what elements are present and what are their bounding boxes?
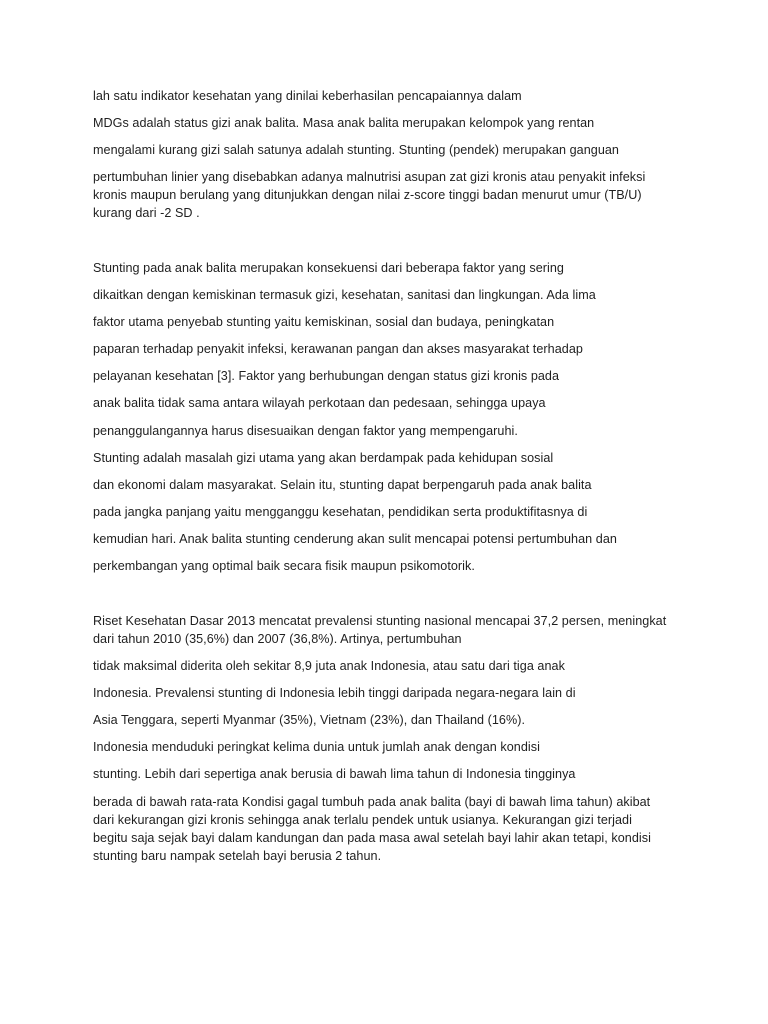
text-line: faktor utama penyebab stunting yaitu kemiskinan, sosial dan budaya, peningkatan [93, 315, 555, 329]
text-line: stunting. Lebih dari sepertiga anak berusia di bawah lima tahun di Indonesia tingginya [93, 767, 576, 781]
text-line: Stunting pada anak balita merupakan konsekuensi dari beberapa faktor yang sering [93, 261, 564, 275]
text-line: lah satu indikator kesehatan yang dinilai keberhasilan pencapaiannya dalam [93, 89, 522, 103]
text-line: pertumbuhan linier yang disebabkan adanya malnutrisi asupan zat gizi kronis atau penyakit infeksi [93, 170, 646, 184]
text-line: berada di bawah rata-rata Kondisi gagal tumbuh pada anak balita (bayi di bawah lima tahun) akibat [93, 795, 651, 809]
text-line: kemudian hari. Anak balita stunting cenderung akan sulit mencapai potensi pertumbuhan dan [93, 532, 617, 546]
text-line: dari tahun 2010 (35,6%) dan 2007 (36,8%). Artinya, pertumbuhan [93, 632, 462, 646]
text-line: Indonesia menduduki peringkat kelima dunia untuk jumlah anak dengan kondisi [93, 740, 540, 754]
text-line: pelayanan kesehatan [3]. Faktor yang berhubungan dengan status gizi kronis pada [93, 369, 560, 383]
text-line: Asia Tenggara, seperti Myanmar (35%), Vietnam (23%), dan Thailand (16%). [93, 713, 526, 727]
text-line: dari kekurangan gizi kronis sehingga anak terlalu pendek untuk usianya. Kekurangan gizi terjadi [93, 813, 632, 827]
text-line: tidak maksimal diderita oleh sekitar 8,9 juta anak Indonesia, atau satu dari tiga anak [93, 659, 565, 673]
text-line: dan ekonomi dalam masyarakat. Selain itu, stunting dapat berpengaruh pada anak balita [93, 478, 592, 492]
text-line: perkembangan yang optimal baik secara fisik maupun psikomotorik. [93, 559, 475, 573]
text-line: Riset Kesehatan Dasar 2013 mencatat prevalensi stunting nasional mencapai 37,2 persen, meningkat [93, 614, 667, 628]
text-line: pada jangka panjang yaitu mengganggu kesehatan, pendidikan serta produktifitasnya di [93, 505, 588, 519]
text-line: Indonesia. Prevalensi stunting di Indonesia lebih tinggi daripada negara-negara lain di [93, 686, 576, 700]
text-line: begitu saja sejak bayi dalam kandungan dan pada masa awal setelah bayi lahir akan tetapi, kondisi [93, 831, 651, 845]
text-line: stunting baru nampak setelah bayi berusia 2 tahun. [93, 849, 382, 863]
text-line: Stunting adalah masalah gizi utama yang akan berdampak pada kehidupan sosial [93, 451, 554, 465]
text-line: kurang dari -2 SD . [93, 206, 200, 220]
text-line: mengalami kurang gizi salah satunya adalah stunting. Stunting (pendek) merupakan ganguan [93, 143, 619, 157]
text-line: MDGs adalah status gizi anak balita. Masa anak balita merupakan kelompok yang rentan [93, 116, 595, 130]
text-line: anak balita tidak sama antara wilayah perkotaan dan pedesaan, sehingga upaya [93, 396, 546, 410]
text-line: dikaitkan dengan kemiskinan termasuk gizi, kesehatan, sanitasi dan lingkungan. Ada lima [93, 288, 596, 302]
text-line: paparan terhadap penyakit infeksi, kerawanan pangan dan akses masyarakat terhadap [93, 342, 583, 356]
text-line: penanggulangannya harus disesuaikan dengan faktor yang mempengaruhi. [93, 424, 518, 438]
text-line: kronis maupun berulang yang ditunjukkan dengan nilai z-score tinggi badan menurut umur (TB/U) [93, 188, 642, 202]
